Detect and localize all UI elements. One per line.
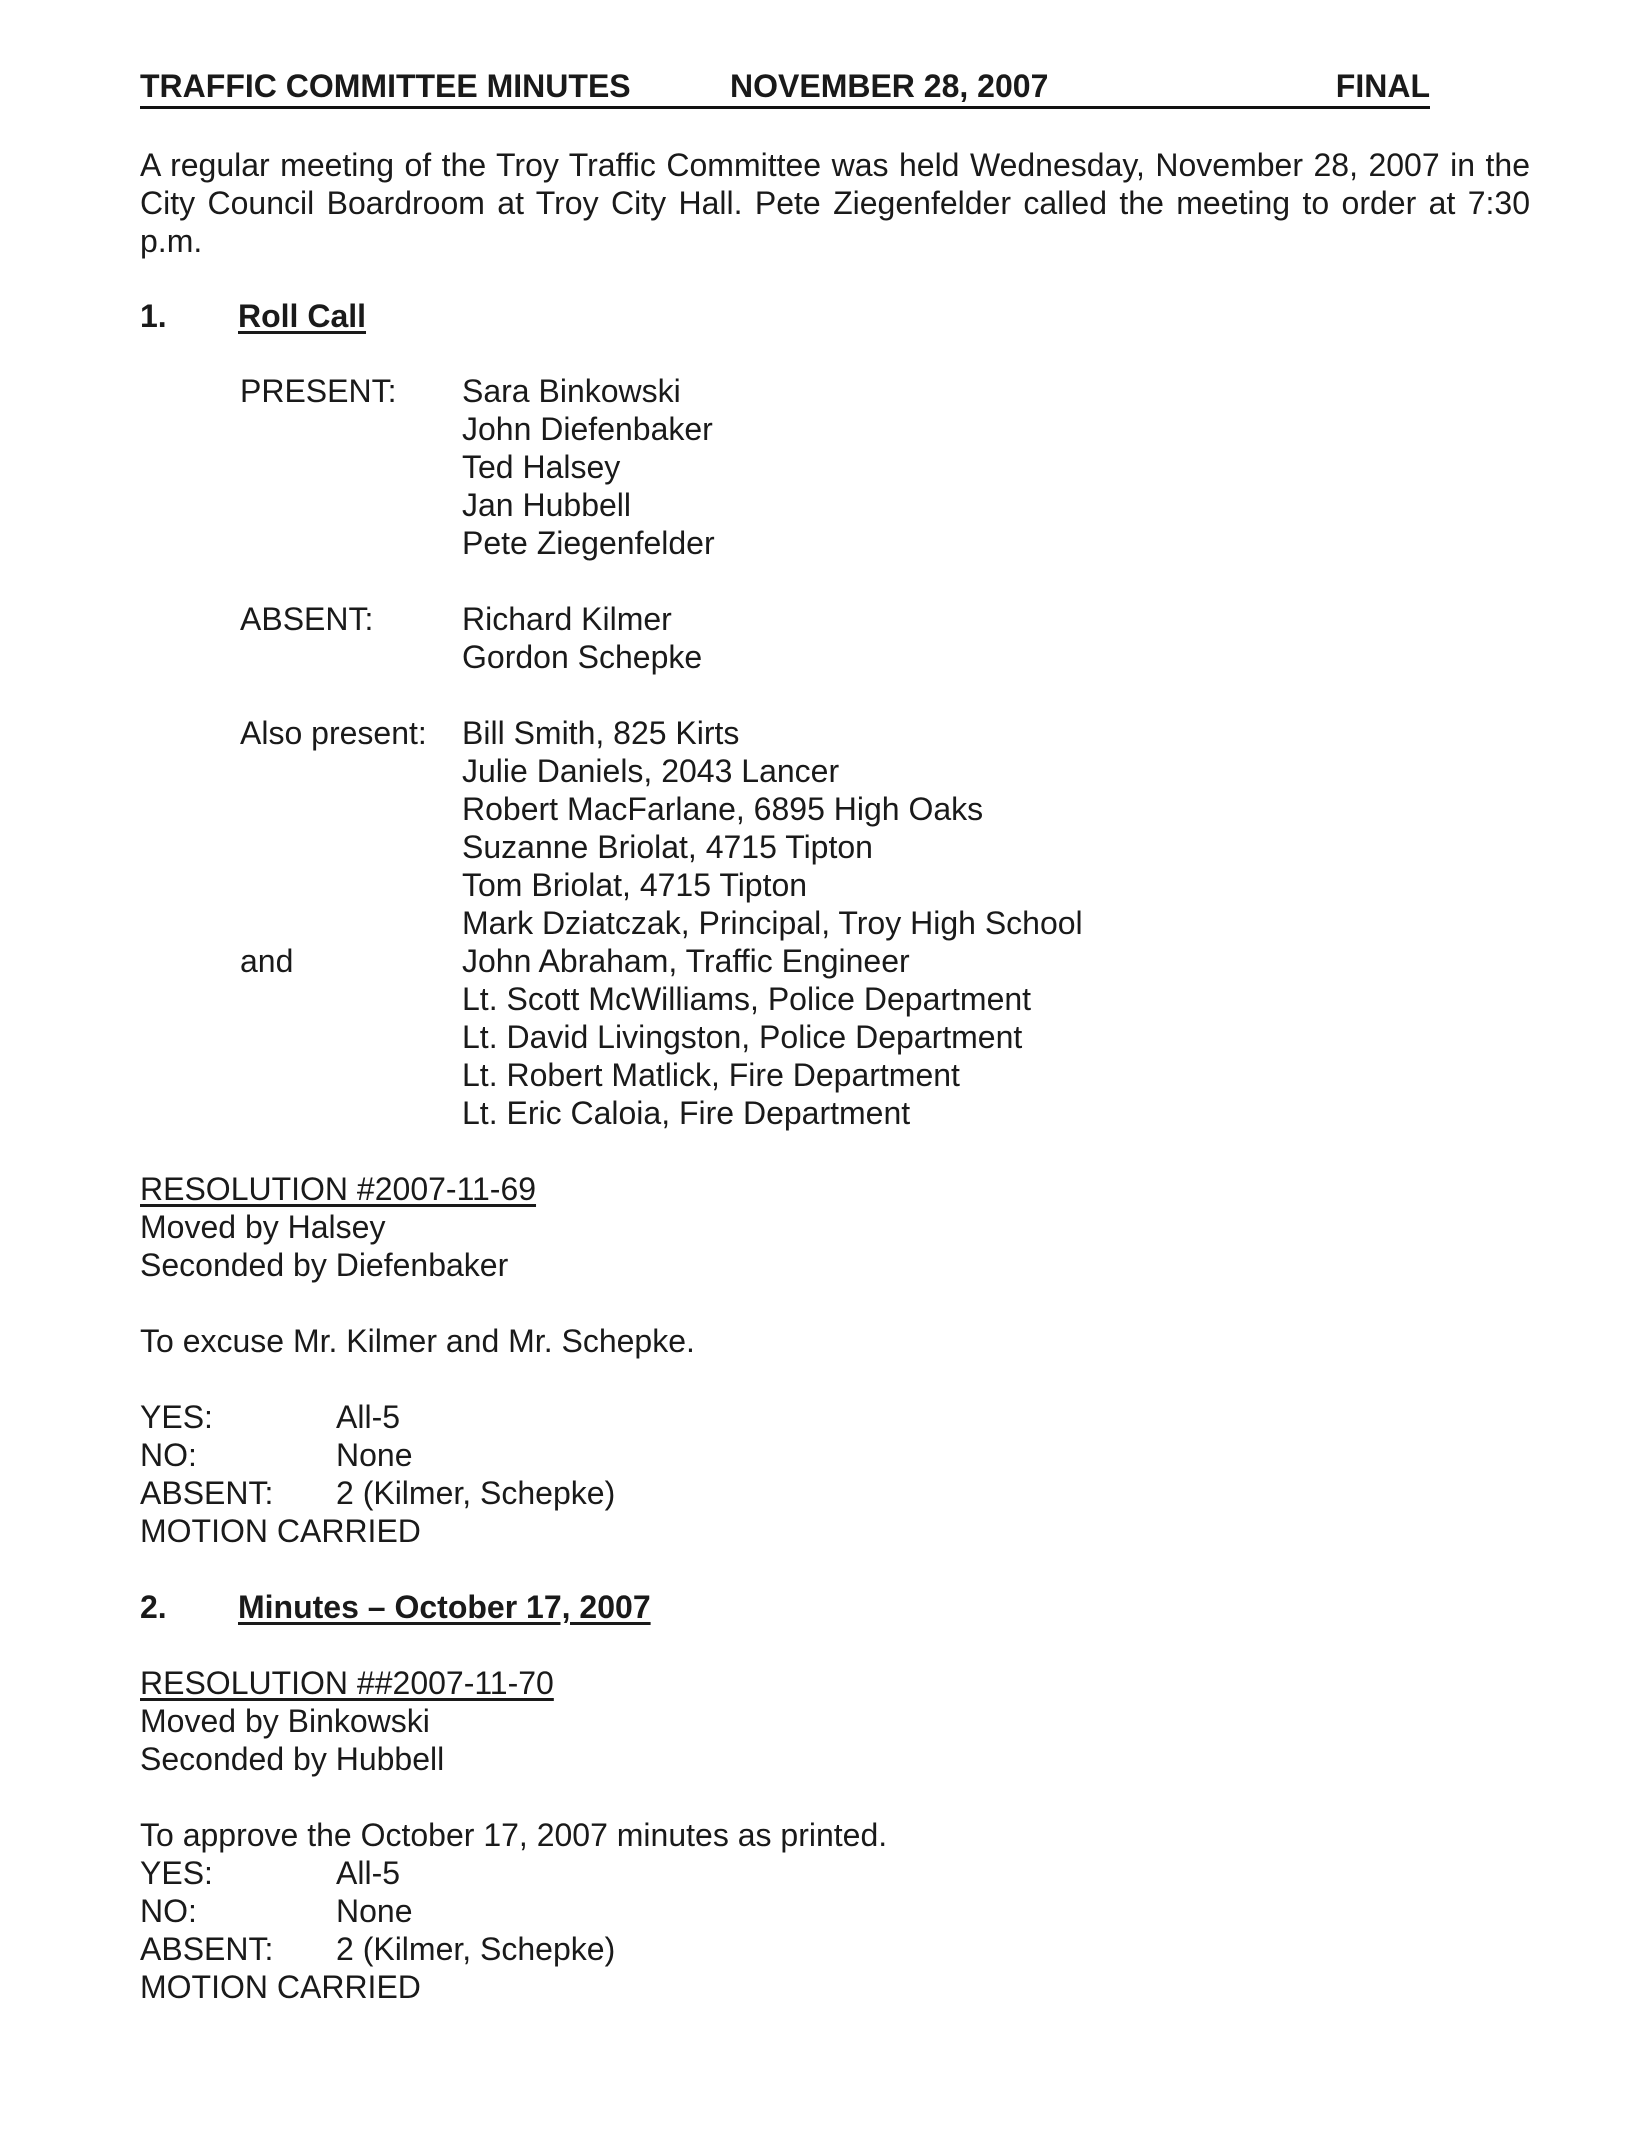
vote-yes-value: All-5	[336, 1855, 401, 1891]
vote-absent-label: ABSENT:	[140, 1475, 274, 1511]
page-header	[140, 66, 1430, 109]
resolution-2	[140, 1664, 554, 1778]
absent-list	[462, 600, 702, 676]
present-name: Jan Hubbell	[462, 487, 631, 523]
also-present-name: Lt. Eric Caloia, Fire Department	[462, 1095, 911, 1131]
section-minutes-heading	[140, 1588, 651, 1626]
resolution-1	[140, 1170, 536, 1284]
resolution-seconded: Seconded by Hubbell	[140, 1741, 445, 1777]
also-present-name: Julie Daniels, 2043 Lancer	[462, 753, 840, 789]
also-present-name: Suzanne Briolat, 4715 Tipton	[462, 829, 873, 865]
vote-yes-value: All-5	[336, 1399, 401, 1435]
resolution-2-vote	[140, 1854, 840, 2006]
vote-yes-row	[140, 1854, 840, 1892]
resolution-title: RESOLUTION ##2007-11-70	[140, 1665, 554, 1701]
vote-yes-label: YES:	[140, 1399, 213, 1435]
section-roll-call-heading	[140, 297, 366, 335]
present-name: Sara Binkowski	[462, 373, 681, 409]
present-name: John Diefenbaker	[462, 411, 713, 447]
present-label: PRESENT:	[240, 373, 397, 409]
section-title: Minutes – October 17, 2007	[238, 1589, 651, 1625]
vote-no-label: NO:	[140, 1893, 197, 1929]
vote-absent-value: 2 (Kilmer, Schepke)	[336, 1931, 616, 1967]
also-present-name: Lt. David Livingston, Police Department	[462, 1019, 1023, 1055]
also-present-name: Lt. Robert Matlick, Fire Department	[462, 1057, 960, 1093]
vote-no-row	[140, 1436, 840, 1474]
absent-name: Gordon Schepke	[462, 639, 703, 675]
intro-text: A regular meeting of the Troy Traffic Committee was held Wednesday, November 28, 2007 in the City Council Boardroom at Troy City Hall. Pete Ziegenfelder called the meeting to order at 7:30 p.m.	[140, 147, 1530, 259]
section-title: Roll Call	[238, 298, 367, 334]
vote-absent-value: 2 (Kilmer, Schepke)	[336, 1475, 616, 1511]
header-status: FINAL	[1335, 68, 1430, 104]
also-present-name: Mark Dziatczak, Principal, Troy High School	[462, 905, 1083, 941]
vote-absent-row	[140, 1474, 840, 1512]
vote-yes-label: YES:	[140, 1855, 213, 1891]
vote-yes-row	[140, 1398, 840, 1436]
vote-absent-label: ABSENT:	[140, 1931, 274, 1967]
also-present-list	[462, 714, 1083, 1132]
section-number: 2.	[140, 1589, 167, 1625]
vote-no-value: None	[336, 1437, 413, 1473]
also-present-name: Lt. Scott McWilliams, Police Department	[462, 981, 1032, 1017]
resolution-title: RESOLUTION #2007-11-69	[140, 1171, 537, 1207]
present-name: Pete Ziegenfelder	[462, 525, 715, 561]
vote-result: MOTION CARRIED	[140, 1513, 421, 1549]
section-number: 1.	[140, 298, 167, 334]
also-present-name: Robert MacFarlane, 6895 High Oaks	[462, 791, 984, 827]
vote-no-value: None	[336, 1893, 413, 1929]
also-present-name: Bill Smith, 825 Kirts	[462, 715, 740, 751]
and-label: and	[240, 943, 294, 979]
vote-no-row	[140, 1892, 840, 1930]
resolution-moved: Moved by Halsey	[140, 1209, 386, 1245]
also-present-label: Also present:	[240, 715, 427, 751]
header-title: TRAFFIC COMMITTEE MINUTES	[140, 68, 631, 104]
resolution-1-text: To excuse Mr. Kilmer and Mr. Schepke.	[140, 1323, 695, 1359]
resolution-2-text: To approve the October 17, 2007 minutes as printed.	[140, 1817, 888, 1853]
absent-name: Richard Kilmer	[462, 601, 672, 637]
present-list	[462, 372, 715, 562]
header-date: NOVEMBER 28, 2007	[730, 68, 1049, 104]
resolution-seconded: Seconded by Diefenbaker	[140, 1247, 509, 1283]
absent-label: ABSENT:	[240, 601, 374, 637]
intro-paragraph	[140, 146, 1530, 260]
also-present-name: John Abraham, Traffic Engineer	[462, 943, 910, 979]
vote-no-label: NO:	[140, 1437, 197, 1473]
present-name: Ted Halsey	[462, 449, 621, 485]
resolution-moved: Moved by Binkowski	[140, 1703, 430, 1739]
also-present-name: Tom Briolat, 4715 Tipton	[462, 867, 808, 903]
vote-result: MOTION CARRIED	[140, 1969, 421, 2005]
vote-absent-row	[140, 1930, 840, 1968]
resolution-1-vote	[140, 1398, 840, 1550]
